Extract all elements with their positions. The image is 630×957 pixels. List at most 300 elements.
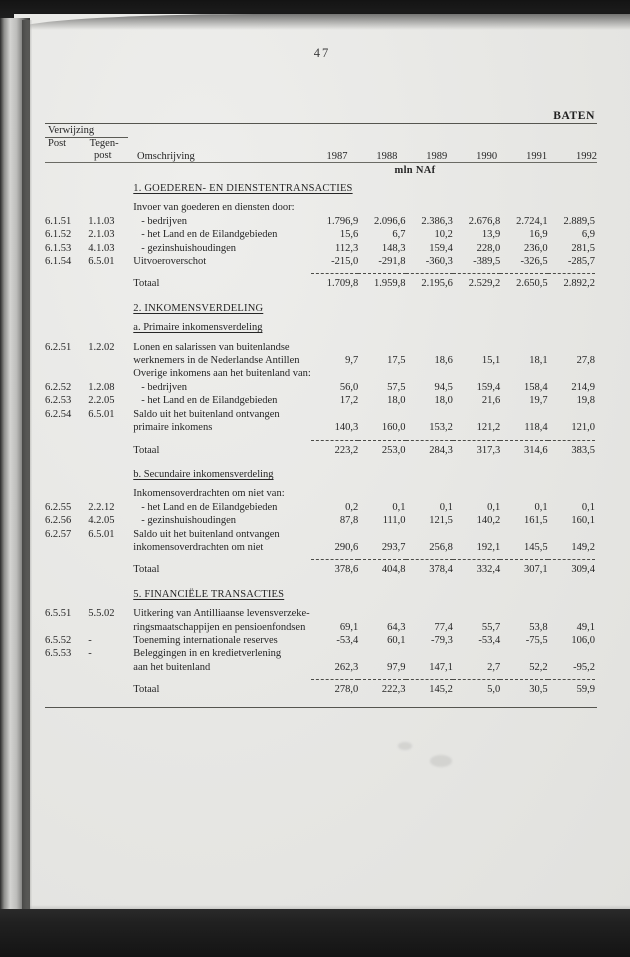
dashed-rule [358, 268, 405, 277]
value-cell-1990: -389,5 [473, 256, 501, 268]
value-cell-1991: 0,1 [534, 501, 548, 513]
tegenpost-cell [88, 354, 133, 367]
dashed-rule-line [548, 679, 595, 680]
table-corner-label: BATEN [553, 110, 595, 122]
tegenpost-label-line1: Tegen- [89, 138, 119, 149]
value-cell-1989: 10,2 [434, 229, 453, 241]
table-row [45, 634, 597, 647]
description-cell [133, 563, 311, 576]
year-header-1987: 1987 [326, 151, 348, 162]
omschrijving-header: Omschrijving [137, 151, 195, 162]
value-cell-1988: 148,3 [381, 242, 406, 254]
table-row [45, 501, 597, 514]
value-cell-1989: 284,3 [429, 444, 453, 456]
value-cell-1990 [453, 367, 500, 380]
dashed-rule-line [453, 440, 500, 441]
table-row [45, 354, 597, 367]
value-cell-1991: 2.724,1 [516, 215, 548, 227]
tegenpost-cell [88, 621, 133, 634]
value-cell-1990: 192,1 [476, 541, 501, 553]
dashed-rule-line [358, 440, 405, 441]
value-cell-1988: 17,5 [387, 355, 406, 367]
description-text: Totaal [133, 278, 160, 290]
description-cell [133, 215, 311, 228]
value-cell-1991: 158,4 [523, 381, 548, 393]
value-cell-1991 [500, 647, 547, 660]
value-cell-1987: -53,4 [336, 634, 359, 646]
dashed-rule [406, 674, 453, 683]
value-cell-1990: 317,3 [476, 444, 501, 456]
value-cell-1991 [500, 408, 547, 421]
post-cell: 6.2.55 [45, 501, 72, 513]
value-cell-1991 [500, 341, 547, 354]
value-cell-1990: 5,0 [487, 684, 501, 696]
value-cell-1988 [358, 647, 405, 660]
table-row [45, 661, 597, 674]
dashed-rule-line [500, 559, 547, 560]
value-cell-1990: 15,1 [481, 355, 501, 367]
page-number: 47 [313, 46, 331, 60]
table-row [45, 421, 597, 434]
description-cell [133, 321, 597, 334]
value-cell-1989: 378,4 [429, 564, 453, 576]
post-cell [45, 541, 88, 554]
value-cell-1990: 2.529,2 [468, 278, 501, 290]
description-cell [133, 228, 311, 241]
post-cell: 6.5.51 [45, 608, 72, 620]
description-text: - bedrijven [141, 381, 188, 393]
section-subtitle-text: a. Primaire inkomensverdeling [133, 322, 263, 334]
value-cell-1990: 21,6 [481, 395, 501, 407]
tegenpost-cell: 6.5.01 [88, 528, 115, 540]
tegenpost-cell [88, 541, 133, 554]
value-cell-1989: 2.195,6 [421, 278, 453, 290]
verwijzing-label: Verwijzing [45, 124, 128, 138]
verwijzing-group [45, 124, 137, 162]
value-cell-1992: 2.892,2 [563, 278, 595, 290]
value-cell-1992: 49,1 [576, 621, 595, 633]
description-cell [133, 621, 311, 634]
value-cell-1991: 30,5 [529, 684, 548, 696]
dashed-rule [358, 554, 405, 563]
value-cell-1990: 228,0 [476, 242, 501, 254]
value-cell-1992 [548, 408, 597, 421]
table-row [45, 381, 597, 394]
value-cell-1990: 140,2 [476, 515, 501, 527]
row-spacer [45, 291, 548, 302]
tegenpost-cell: 1.2.02 [88, 341, 115, 353]
description-text: Toeneming internationale reserves [133, 634, 278, 646]
description-cell [133, 367, 311, 380]
year-header-1992: 1992 [576, 151, 597, 162]
table-row [45, 607, 597, 620]
value-cell-1988 [358, 367, 405, 380]
section-title-text: 5. FINANCIËLE TRANSACTIES [133, 588, 285, 600]
description-cell [133, 683, 311, 696]
value-cell-1987: 1.709,8 [326, 278, 359, 290]
value-cell-1991: 145,5 [523, 541, 548, 553]
value-cell-1992 [548, 367, 597, 380]
description-cell [133, 242, 311, 255]
value-cell-1987: 0,2 [345, 501, 359, 513]
value-cell-1992: 59,9 [576, 684, 595, 696]
dashed-rule-line [548, 559, 595, 560]
tegenpost-cell [88, 268, 133, 277]
description-text: ringsmaatschappijen en pensioenfondsen [133, 621, 306, 633]
value-cell-1991: 18,1 [529, 355, 548, 367]
post-cell [45, 277, 88, 290]
dashed-rule-line [311, 440, 358, 441]
description-text: Beleggingen in en kredietverlening [133, 648, 282, 660]
value-cell-1988 [358, 408, 405, 421]
description-text: Saldo uit het buitenland ontvangen [133, 408, 280, 420]
value-cell-1990: 13,9 [481, 229, 501, 241]
table-bottom-rule [45, 707, 597, 708]
value-cell-1989: 0,1 [439, 501, 453, 513]
value-cell-1989: 159,4 [429, 242, 453, 254]
post-cell: 6.5.52 [45, 634, 72, 646]
table-header [45, 124, 597, 162]
value-cell-1991: 314,6 [523, 444, 548, 456]
value-cell-1990: 332,4 [476, 564, 501, 576]
tegenpost-cell [88, 367, 133, 380]
total-separator-row [45, 268, 597, 277]
value-cell-1988 [358, 607, 405, 620]
post-cell [45, 201, 88, 214]
year-header-1989: 1989 [426, 151, 448, 162]
dashed-rule [311, 268, 358, 277]
post-cell [45, 554, 88, 563]
value-cell-1992 [548, 607, 597, 620]
tegenpost-cell: 4.2.05 [88, 515, 115, 527]
dashed-rule-line [406, 679, 453, 680]
value-cell-1987: -215,0 [331, 256, 359, 268]
value-cell-1990: -53,4 [478, 634, 501, 646]
post-cell [45, 621, 88, 634]
value-cell-1987: 223,2 [334, 444, 359, 456]
value-cell-1989 [406, 528, 453, 541]
dashed-rule [453, 435, 500, 444]
description-cell [133, 255, 311, 268]
description-cell [133, 501, 311, 514]
value-cell-1989: -79,3 [431, 634, 453, 646]
post-cell [45, 468, 88, 481]
value-cell-1988: 1.959,8 [374, 278, 406, 290]
total-row [45, 563, 597, 576]
post-cell: 6.5.53 [45, 648, 72, 660]
year-header-1990: 1990 [476, 151, 498, 162]
value-cell-1989 [406, 408, 453, 421]
tegenpost-cell: - [88, 634, 92, 646]
value-cell-1987: 9,7 [345, 355, 359, 367]
dashed-rule [311, 554, 358, 563]
tegenpost-cell [88, 277, 133, 290]
value-cell-1988: 0,1 [392, 501, 406, 513]
value-cell-1987: 87,8 [339, 515, 359, 527]
year-header-1988: 1988 [376, 151, 398, 162]
post-cell [45, 354, 88, 367]
table-row [45, 621, 597, 634]
value-cell-1991: 118,4 [524, 422, 548, 434]
description-cell [133, 541, 311, 554]
description-text: Totaal [133, 684, 160, 696]
value-cell-1990: 121,2 [476, 422, 501, 434]
tegenpost-cell: 1.2.08 [88, 381, 115, 393]
section-lead [45, 201, 597, 214]
description-cell [133, 468, 597, 481]
value-cell-1991: 53,8 [529, 621, 548, 633]
total-separator-row [45, 554, 597, 563]
dashed-rule-line [311, 679, 358, 680]
description-cell [133, 514, 311, 527]
dashed-rule-line [311, 559, 358, 560]
description-text: inkomensoverdrachten om niet [133, 541, 264, 553]
description-text: primaire inkomens [133, 422, 213, 434]
value-cell-1988: 6,7 [392, 229, 406, 241]
dashed-rule-line [358, 559, 405, 560]
description-cell [133, 421, 311, 434]
dashed-rule [548, 435, 597, 444]
tegenpost-cell: 6.5.01 [88, 408, 115, 420]
post-cell [45, 321, 88, 334]
value-cell-1987: 140,3 [334, 422, 359, 434]
tegenpost-cell [88, 444, 133, 457]
description-text: Totaal [133, 564, 160, 576]
description-text: aan het buitenland [133, 661, 211, 673]
value-cell-1987 [311, 607, 358, 620]
post-cell [45, 367, 88, 380]
row-spacer [45, 577, 548, 588]
value-cell-1988: 404,8 [381, 564, 406, 576]
value-cell-1991: 161,5 [523, 515, 548, 527]
tegenpost-cell [88, 683, 133, 696]
description-text: - het Land en de Eilandgebieden [141, 395, 278, 407]
dashed-rule [453, 674, 500, 683]
tegenpost-cell [88, 182, 133, 195]
unit-label: mln NAf [394, 165, 436, 176]
value-cell-1992: 6,9 [581, 229, 595, 241]
description-cell [133, 302, 597, 315]
table-row [45, 647, 597, 660]
tegenpost-cell [88, 661, 133, 674]
dashed-rule-line [453, 273, 500, 274]
dashed-rule-line [453, 559, 500, 560]
tegenpost-cell [88, 563, 133, 576]
value-cell-1992: 214,9 [571, 381, 595, 393]
value-cell-1988: 2.096,6 [374, 215, 406, 227]
section-subtitle [45, 468, 597, 481]
value-cell-1987: 378,6 [334, 564, 359, 576]
value-cell-1992: 19,8 [576, 395, 595, 407]
post-cell [45, 302, 88, 315]
value-cell-1992: 0,1 [581, 501, 595, 513]
value-cell-1991: 307,1 [523, 564, 548, 576]
value-cell-1992: 2.889,5 [563, 215, 595, 227]
value-cell-1990: 55,7 [481, 621, 501, 633]
value-cell-1991 [500, 607, 547, 620]
year-header-1991: 1991 [526, 151, 548, 162]
value-cell-1992: 27,8 [576, 355, 595, 367]
value-cell-1989: 18,0 [434, 395, 453, 407]
description-cell [133, 201, 597, 214]
description-cell [133, 394, 311, 407]
value-cell-1988: 253,0 [381, 444, 406, 456]
section-subtitle-text: b. Secundaire inkomensverdeling [133, 468, 274, 480]
dashed-rule-line [548, 273, 595, 274]
dashed-rule [406, 554, 453, 563]
value-cell-1990: 159,4 [476, 381, 501, 393]
value-cell-1992: 149,2 [571, 541, 595, 553]
dashed-rule [548, 554, 597, 563]
value-cell-1989: 77,4 [434, 621, 453, 633]
value-cell-1990 [453, 607, 500, 620]
value-cell-1992: 160,1 [571, 515, 595, 527]
value-cell-1989 [406, 647, 453, 660]
table-row [45, 255, 597, 268]
total-separator-row [45, 674, 597, 683]
description-text: - bedrijven [141, 215, 188, 227]
post-cell [45, 588, 88, 601]
description-cell [133, 607, 311, 620]
tegenpost-cell: 4.1.03 [88, 242, 115, 254]
value-cell-1988: 57,5 [387, 381, 406, 393]
total-separator-row [45, 435, 597, 444]
page-content [14, 14, 630, 919]
dashed-rule-line [406, 273, 453, 274]
description-text: Saldo uit het buitenland ontvangen [133, 528, 280, 540]
description-text: Overige inkomens aan het buitenland van: [133, 368, 311, 380]
dashed-rule [500, 554, 547, 563]
post-cell [45, 661, 88, 674]
value-cell-1988: 111,0 [382, 515, 406, 527]
description-text: - gezinshuishoudingen [141, 515, 237, 527]
section-lead [45, 487, 597, 500]
post-cell: 6.2.54 [45, 408, 72, 420]
description-text: Totaal [133, 444, 160, 456]
value-cell-1992: 309,4 [571, 564, 595, 576]
tegenpost-cell [88, 588, 133, 601]
description-cell [133, 341, 311, 354]
post-cell: 6.2.53 [45, 395, 72, 407]
description-cell [133, 528, 311, 541]
dashed-rule-line [311, 273, 358, 274]
value-cell-1992: 383,5 [571, 444, 595, 456]
dashed-rule [358, 435, 405, 444]
value-cell-1988 [358, 341, 405, 354]
dashed-rule [311, 435, 358, 444]
description-text: werknemers in de Nederlandse Antillen [133, 355, 300, 367]
description-text: Uitkering van Antilliaanse levensverzeke- [133, 608, 310, 620]
value-cell-1992: 121,0 [571, 422, 595, 434]
description-text: Uitvoeroverschot [133, 256, 207, 268]
value-cell-1989: 94,5 [434, 381, 453, 393]
post-subheaders [45, 138, 137, 150]
section-lead-text: Inkomensoverdrachten om niet van: [133, 488, 285, 500]
dashed-rule [500, 435, 547, 444]
value-cell-1992: 106,0 [571, 634, 595, 646]
post-cell [45, 563, 88, 576]
value-cell-1989: 147,1 [429, 661, 453, 673]
value-cell-1991: -75,5 [525, 634, 548, 646]
description-cell [133, 588, 597, 601]
post-cell [45, 182, 88, 195]
description-cell [133, 487, 597, 500]
post-cell: 6.1.51 [45, 215, 72, 227]
dashed-rule [453, 268, 500, 277]
table-row [45, 408, 597, 421]
description-cell [133, 444, 311, 457]
total-row [45, 683, 597, 696]
value-cell-1992: -285,7 [567, 256, 595, 268]
value-cell-1990 [453, 528, 500, 541]
description-cell [133, 408, 311, 421]
tegenpost-cell: 2.1.03 [88, 229, 115, 241]
total-row [45, 277, 597, 290]
tegenpost-cell [88, 468, 133, 481]
value-cell-1987: 290,6 [334, 541, 359, 553]
table-body [45, 182, 597, 697]
post-cell [45, 268, 88, 277]
value-cell-1991: 19,7 [529, 395, 548, 407]
value-cell-1987 [311, 408, 358, 421]
value-cell-1988: -291,8 [378, 256, 406, 268]
value-cell-1989: -360,3 [425, 256, 453, 268]
value-cell-1988: 293,7 [381, 541, 406, 553]
table-row [45, 228, 597, 241]
value-cell-1990: 0,1 [487, 501, 501, 513]
value-cell-1991 [500, 528, 547, 541]
post-cell: 6.1.54 [45, 256, 72, 268]
value-cell-1989: 256,8 [429, 541, 453, 553]
value-cell-1987: 1.796,9 [326, 215, 359, 227]
value-cell-1987 [311, 367, 358, 380]
dashed-rule [358, 674, 405, 683]
post-cell: 6.2.52 [45, 381, 72, 393]
description-cell [133, 647, 311, 660]
description-text: - het Land en de Eilandgebieden [141, 501, 278, 513]
value-cell-1990: 2,7 [487, 661, 501, 673]
tegenpost-cell [88, 201, 133, 214]
dashed-rule-line [500, 440, 547, 441]
value-cell-1988: 222,3 [381, 684, 406, 696]
dashed-rule [406, 435, 453, 444]
value-cell-1989: 145,2 [429, 684, 453, 696]
tegenpost-cell [88, 435, 133, 444]
value-cell-1989 [406, 341, 453, 354]
tegenpost-cell: 2.2.05 [88, 395, 115, 407]
value-cell-1992: 281,5 [571, 242, 595, 254]
table-row [45, 242, 597, 255]
value-cell-1987: 278,0 [334, 684, 359, 696]
dashed-rule [500, 268, 547, 277]
table-row [45, 528, 597, 541]
dashed-rule [548, 674, 597, 683]
dashed-rule [453, 554, 500, 563]
tegenpost-cell: - [88, 648, 92, 660]
section-subtitle [45, 321, 597, 334]
row-spacer [45, 457, 548, 468]
table-row [45, 215, 597, 228]
value-cell-1989: 18,6 [434, 355, 453, 367]
value-cell-1988: 18,0 [387, 395, 406, 407]
value-cell-1991: 16,9 [529, 229, 548, 241]
tegenpost-label-line2: post [94, 150, 112, 161]
value-cell-1989 [406, 367, 453, 380]
value-cell-1990 [453, 341, 500, 354]
value-cell-1989 [406, 607, 453, 620]
description-cell [133, 268, 311, 277]
tegenpost-cell [88, 554, 133, 563]
